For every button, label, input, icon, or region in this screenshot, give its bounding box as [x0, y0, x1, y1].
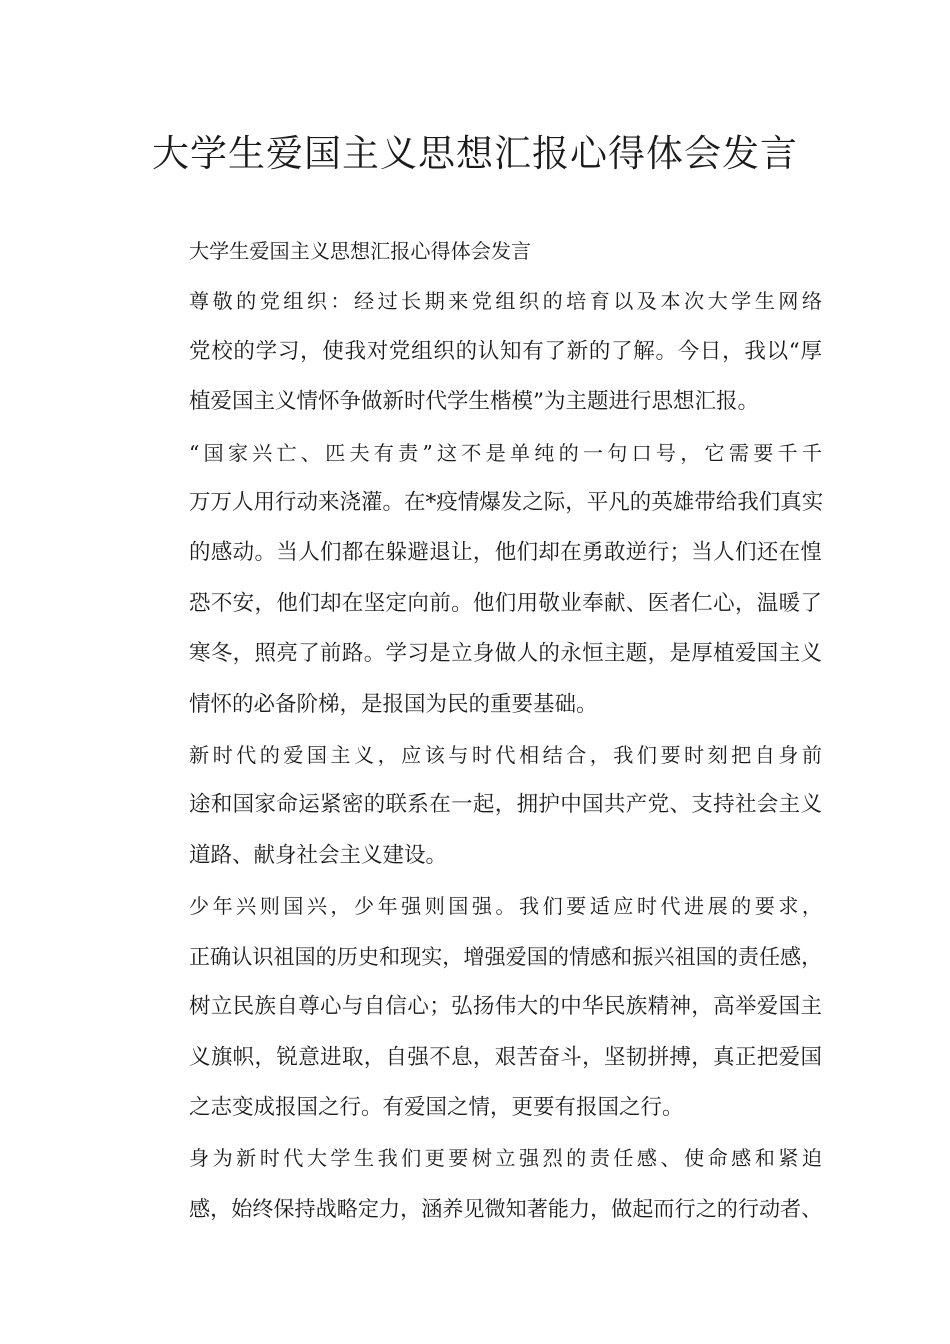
text-line: 身为新时代大学生我们更要树立强烈的责任感、使命感和紧迫	[189, 1146, 822, 1171]
document-body	[146, 226, 822, 1234]
text-line: 恐不安，他们却在坚定向前。他们用敬业奉献、医者仁心，温暖了	[189, 590, 822, 616]
paragraph-national-duty	[146, 428, 822, 730]
text-line: 大学生爱国主义思想汇报心得体会发言	[189, 239, 532, 263]
text-line: 之志变成报国之行。有爱国之情，更要有报国之行。	[189, 1094, 684, 1120]
text-line: 万万人用行动来浇灌。在*疫情爆发之际，平凡的英雄带给我们真实	[189, 490, 824, 516]
paragraph-greeting	[146, 276, 822, 427]
text-line: 情怀的必备阶梯，是报国为民的重要基础。	[189, 691, 598, 717]
text-line: 新时代的爱国主义，应该与时代相结合，我们要时刻把自身前	[189, 743, 822, 768]
text-line: 道路、献身社会主义建设。	[189, 842, 448, 868]
text-line: 党校的学习，使我对党组织的认知有了新的了解。今日，我以“厚	[189, 338, 822, 364]
text-line: 义旗帜，锐意进取，自强不息，艰苦奋斗，坚韧拼搏，真正把爱国	[189, 1044, 822, 1070]
paragraph-subtitle	[146, 226, 822, 276]
text-line: 正确认识祖国的历史和现实，增强爱国的情感和振兴祖国的责任感，	[189, 943, 823, 969]
paragraph-new-era-patriotism	[146, 730, 822, 881]
text-line: 树立民族自尊心与自信心；弘扬伟大的中华民族精神，高举爱国主	[189, 994, 822, 1020]
paragraph-youth-strength	[146, 881, 822, 1133]
text-line: 的感动。当人们都在躲避退让，他们却在勇敢逆行；当人们还在惶	[189, 540, 822, 566]
paragraph-student-responsibility	[146, 1133, 822, 1234]
text-line: 感，始终保持战略定力，涵养见微知著能力，做起而行之的行动者、	[189, 1195, 823, 1221]
text-line: 尊敬的党组织：经过长期来党组织的培育以及本次大学生网络	[189, 289, 822, 314]
text-line: “国家兴亡、匹夫有责”这不是单纯的一句口号，它需要千千	[189, 440, 822, 465]
text-line: 植爱国主义情怀争做新时代学生楷模”为主题进行思想汇报。	[189, 389, 759, 415]
document-title: 大学生爱国主义思想汇报心得体会发言	[152, 132, 798, 175]
text-line: 途和国家命运紧密的联系在一起，拥护中国共产党、支持社会主义	[189, 792, 822, 818]
text-line: 寒冬，照亮了前路。学习是立身做人的永恒主题，是厚植爱国主义	[189, 641, 822, 667]
text-line: 少年兴则国兴，少年强则国强。我们要适应时代进展的要求，	[189, 894, 822, 919]
